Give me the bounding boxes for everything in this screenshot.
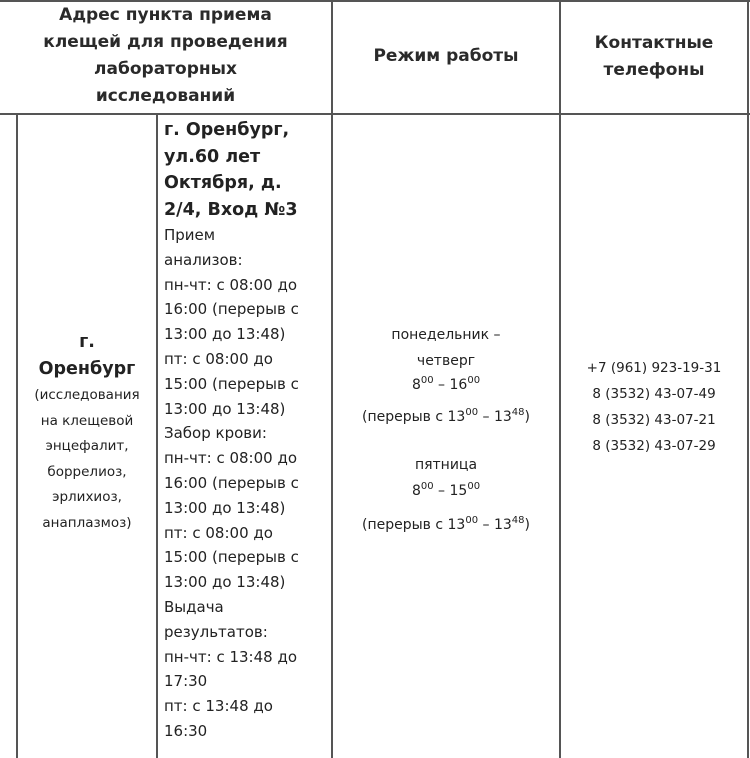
details-line: 16:00 (перерыв с bbox=[164, 300, 299, 319]
phone-number: 8 (3532) 43-07-49 bbox=[592, 386, 716, 402]
time-sup: 00 bbox=[465, 515, 479, 526]
phone-number: 8 (3532) 43-07-29 bbox=[592, 438, 716, 454]
note-text: эрлихиоз, bbox=[52, 489, 122, 505]
header-text: Режим работы bbox=[373, 46, 519, 66]
weekdays-break bbox=[333, 404, 559, 430]
details-line: пн-чт: с 13:48 до bbox=[164, 647, 298, 666]
note-text: энцефалит, bbox=[45, 438, 129, 454]
break-text: – 13 bbox=[478, 409, 512, 425]
time-sup: 00 bbox=[465, 407, 479, 418]
details-line: пн-чт: с 08:00 до bbox=[164, 275, 298, 294]
note-text: анаплазмоз) bbox=[42, 514, 132, 531]
details-line: пт: с 08:00 до bbox=[164, 349, 273, 368]
break-text: (перерыв с 13 bbox=[362, 409, 466, 425]
details-line: 13:00 до 13:48) bbox=[164, 399, 286, 418]
header-text: телефоны bbox=[603, 60, 705, 80]
address-text: 2/4, Вход №3 bbox=[164, 199, 298, 220]
col-divider-4 bbox=[747, 0, 749, 758]
header-text: Адрес пункта приема bbox=[59, 5, 272, 25]
details-line: 15:00 (перерыв с bbox=[164, 548, 299, 567]
phones-cell bbox=[561, 355, 747, 459]
details-line: Выдача bbox=[164, 597, 224, 616]
note-text: (исследования bbox=[34, 387, 140, 403]
header-bottom-border bbox=[0, 113, 750, 115]
header-address bbox=[0, 2, 331, 110]
details-line: 16:30 bbox=[164, 721, 208, 740]
city-cell bbox=[18, 329, 156, 536]
address-cell bbox=[164, 117, 330, 744]
time-sup: 48 bbox=[511, 407, 525, 418]
time-sup: 00 bbox=[467, 481, 481, 492]
friday-hours: $8^{00} - 15^{00}$ bbox=[411, 481, 481, 499]
break-text: ) bbox=[524, 517, 530, 533]
weekdays-label: понедельник – bbox=[391, 327, 501, 343]
friday-break bbox=[333, 512, 559, 538]
col-divider-1 bbox=[156, 114, 158, 758]
city-name: г. bbox=[79, 332, 95, 352]
details-line: Забор крови: bbox=[164, 424, 267, 443]
header-text: клещей для проведения bbox=[43, 32, 288, 52]
time-sup: 48 bbox=[511, 515, 525, 526]
details-line: Прием bbox=[164, 226, 216, 244]
break-text: ) bbox=[524, 409, 530, 425]
details-line: 13:00 до 13:48) bbox=[164, 498, 286, 517]
details-line: 13:00 до 13:48) bbox=[164, 325, 286, 344]
time-sup: 00 bbox=[420, 481, 434, 492]
phone-number: +7 (961) 923-19-31 bbox=[586, 360, 722, 376]
weekdays-hours: $8^{00} - 16^{00}$ bbox=[411, 375, 481, 393]
details-line: 15:00 (перерыв с bbox=[164, 374, 299, 393]
friday-label: пятница bbox=[414, 457, 478, 473]
phone-number: 8 (3532) 43-07-21 bbox=[592, 412, 716, 428]
time: 8 bbox=[411, 377, 421, 393]
header-text: исследований bbox=[95, 86, 236, 106]
details-line: результатов: bbox=[164, 622, 268, 641]
time-sup: 00 bbox=[467, 375, 481, 386]
note-text: на клещевой bbox=[40, 412, 134, 429]
details-line: анализов: bbox=[164, 250, 243, 269]
address-text: ул.60 лет bbox=[164, 146, 261, 167]
header-text: Контактные bbox=[594, 33, 714, 53]
details-line: пт: с 08:00 до bbox=[164, 523, 273, 542]
schedule-cell bbox=[333, 322, 559, 538]
time: 15 bbox=[449, 483, 468, 499]
city-name: Оренбург bbox=[38, 359, 136, 379]
header-phones bbox=[561, 30, 747, 84]
weekdays-label: четверг bbox=[416, 353, 476, 369]
note-text: боррелиоз, bbox=[47, 463, 127, 480]
address-text: Октября, д. bbox=[164, 173, 282, 193]
details-line: 16:00 (перерыв с bbox=[164, 473, 299, 492]
details-list bbox=[164, 223, 330, 744]
header-schedule bbox=[333, 43, 559, 70]
time: 8 bbox=[411, 483, 421, 499]
header-text: лабораторных bbox=[94, 59, 237, 79]
time: 16 bbox=[449, 377, 468, 393]
details-line: 13:00 до 13:48) bbox=[164, 573, 286, 592]
details-line: пн-чт: с 08:00 до bbox=[164, 449, 298, 468]
break-text: – 13 bbox=[478, 517, 512, 533]
details-line: пт: с 13:48 до bbox=[164, 697, 273, 716]
time-sup: 00 bbox=[420, 375, 434, 386]
address-text: г. Оренбург, bbox=[164, 120, 290, 140]
details-line: 17:30 bbox=[164, 672, 208, 691]
break-text: (перерыв с 13 bbox=[362, 517, 466, 533]
